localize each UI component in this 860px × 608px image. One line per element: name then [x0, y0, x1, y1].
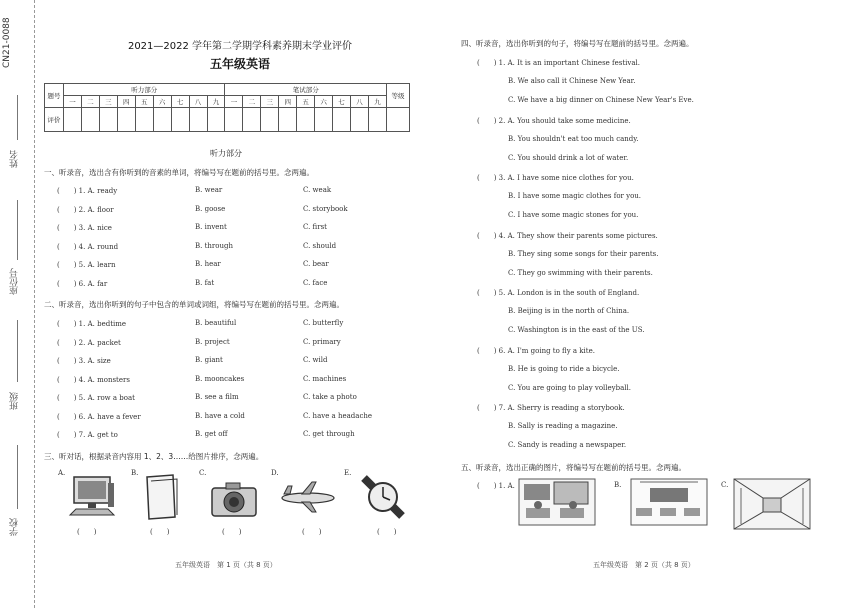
score-number-listen: 二	[81, 96, 99, 108]
score-cell[interactable]	[243, 108, 261, 132]
score-cell[interactable]	[351, 108, 369, 132]
q1-option-c: C. face	[303, 278, 328, 287]
q2-option-b: B. get off	[195, 430, 228, 438]
q2-option-c: C. take a photo	[303, 393, 357, 401]
q1-option-c: C. should	[303, 241, 337, 250]
score-number-listen: 八	[189, 96, 207, 108]
q1-option-b: B. through	[195, 241, 233, 250]
q4-instruction: 四、听录音，选出你听到的句子，将编号写在题前的括号里。念两遍。	[461, 39, 694, 48]
score-number-write: 八	[351, 96, 369, 108]
score-cell[interactable]	[171, 108, 189, 132]
q1-option-c: C. weak	[303, 186, 332, 194]
listening-group: 听力部分	[64, 84, 225, 96]
score-number-write: 七	[333, 96, 351, 108]
name-label: 姓名	[10, 150, 20, 168]
q5-b-letter: B.	[614, 481, 622, 489]
q1-option-num[interactable]: ( ) 5. A. learn	[57, 261, 116, 269]
score-cell[interactable]	[117, 108, 135, 132]
computer-icon	[68, 475, 116, 519]
q1-option-b: B. fat	[195, 278, 215, 287]
q2-option-b: B. project	[195, 337, 230, 346]
q4-sentence-b: B. You shouldn't eat too much candy.	[508, 134, 639, 143]
q1-option-num[interactable]: ( ) 3. A. nice	[57, 224, 112, 232]
pic-b-letter: B.	[131, 469, 139, 477]
score-number-write: 五	[297, 96, 315, 108]
page1-footer: 五年级英语 第 1 页（共 8 页）	[175, 561, 277, 569]
page2-footer: 五年级英语 第 2 页（共 8 页）	[593, 561, 695, 569]
q5-instruction: 五、听录音，选出正确的图片，将编号写在题前的括号里。念两遍。	[461, 463, 686, 472]
exam-subtitle: 五年级英语	[209, 57, 270, 71]
exam-code: CN21-0088	[2, 17, 12, 68]
class-label: 班级	[10, 392, 20, 410]
listening-heading: 听力部分	[210, 149, 242, 158]
q2-option-num[interactable]: ( ) 7. A. get to	[57, 431, 118, 439]
school-line	[17, 445, 18, 509]
score-cell[interactable]	[315, 108, 333, 132]
q2-option-num[interactable]: ( ) 3. A. size	[57, 357, 111, 365]
q1-option-b: B. wear	[195, 186, 223, 194]
q4-sentence-c: C. We have a big dinner on Chinese New Year's Eve.	[508, 96, 694, 104]
score-number-write: 九	[368, 96, 386, 108]
q4-sentence-b: B. Sally is reading a magazine.	[508, 422, 618, 430]
score-number-write: 一	[225, 96, 243, 108]
grade-cell[interactable]	[387, 108, 410, 132]
q4-sentence-b: B. I have some magic clothes for you.	[508, 192, 642, 200]
watch-icon	[358, 472, 408, 520]
q1-option-b: B. hear	[195, 260, 221, 268]
score-cell[interactable]	[225, 108, 243, 132]
q4-sentence-c: C. Washington is in the east of the US.	[508, 326, 645, 334]
q4-sentence-a[interactable]: ( ) 4. A. They show their parents some pictures.	[477, 231, 658, 240]
score-number-listen: 三	[99, 96, 117, 108]
score-number-write: 四	[279, 96, 297, 108]
q1-option-c: C. bear	[303, 260, 329, 268]
q1-option-c: C. first	[303, 223, 327, 231]
paren-d[interactable]: ( )	[302, 528, 322, 536]
q2-option-b: B. see a film	[195, 393, 239, 401]
score-number-write: 二	[243, 96, 261, 108]
score-cell[interactable]	[189, 108, 207, 132]
q1-option-c: C. storybook	[303, 204, 348, 213]
score-number-listen: 六	[153, 96, 171, 108]
q4-sentence-a[interactable]: ( ) 5. A. London is in the south of England.	[477, 289, 640, 297]
paren-c[interactable]: ( )	[222, 528, 242, 536]
score-number-write: 六	[315, 96, 333, 108]
grade-header: 等级	[387, 84, 410, 108]
paren-b[interactable]: ( )	[150, 528, 170, 536]
pic-d-letter: D.	[271, 469, 279, 477]
q4-sentence-a[interactable]: ( ) 3. A. I have some nice clothes for you.	[477, 174, 634, 182]
q2-option-b: B. have a cold	[195, 411, 245, 420]
q4-sentence-b: B. We also call it Chinese New Year.	[508, 77, 636, 85]
writing-group: 笔试部分	[225, 84, 387, 96]
q1-option-b: B. invent	[195, 223, 227, 231]
q4-sentence-a[interactable]: ( ) 7. A. Sherry is reading a storybook.	[477, 404, 625, 412]
score-table	[44, 83, 410, 132]
pic-c-letter: C.	[199, 469, 207, 477]
score-cell[interactable]	[261, 108, 279, 132]
hallway-picture-c	[733, 478, 811, 530]
q4-sentence-c: C. I have some magic stones for you.	[508, 211, 639, 219]
q2-option-b: B. giant	[195, 356, 223, 364]
q4-sentence-c: C. Sandy is reading a newspaper.	[508, 441, 627, 449]
score-cell[interactable]	[207, 108, 225, 132]
score-number-listen: 四	[117, 96, 135, 108]
q2-option-num[interactable]: ( ) 2. A. packet	[57, 338, 121, 347]
classroom-picture-b	[630, 478, 708, 526]
score-number-listen: 五	[135, 96, 153, 108]
pic-e-letter: E.	[344, 469, 352, 477]
q5-lead: ( ) 1. A.	[477, 482, 515, 490]
fold-line	[34, 0, 35, 608]
score-cell[interactable]	[333, 108, 351, 132]
q5-c-letter: C.	[721, 481, 729, 489]
evaluate-header: 评价	[45, 108, 64, 132]
q2-option-num[interactable]: ( ) 6. A. have a fever	[57, 412, 141, 421]
q2-option-c: C. primary	[303, 337, 341, 346]
score-cell[interactable]	[279, 108, 297, 132]
score-cell[interactable]	[153, 108, 171, 132]
q1-option-num[interactable]: ( ) 6. A. far	[57, 279, 108, 288]
q2-option-c: C. butterfly	[303, 319, 344, 327]
q2-option-c: C. machines	[303, 374, 347, 383]
q1-option-b: B. goose	[195, 204, 226, 213]
q4-sentence-c: C. You should drink a lot of water.	[508, 153, 629, 162]
exam-title: 2021—2022 学年第二学期学科素养期末学业评价	[127, 41, 353, 52]
score-cell[interactable]	[368, 108, 386, 132]
score-number-listen: 九	[207, 96, 225, 108]
pic-a-letter: A.	[58, 469, 66, 477]
paren-a[interactable]: ( )	[77, 528, 97, 536]
q1-option-num[interactable]: ( ) 1. A. ready	[57, 187, 118, 195]
q2-option-b: B. beautiful	[195, 319, 237, 327]
seat-label: 座位号	[10, 268, 20, 295]
q1-option-num[interactable]: ( ) 4. A. round	[57, 242, 119, 251]
q4-sentence-b: B. Beijing is in the north of China.	[508, 307, 630, 315]
q2-option-num[interactable]: ( ) 5. A. row a boat	[57, 394, 135, 402]
q2-option-c: C. have a headache	[303, 411, 373, 420]
q4-sentence-a[interactable]: ( ) 2. A. You should take some medicine.	[477, 116, 631, 125]
row-header: 题号	[45, 84, 64, 108]
q3-instruction: 三、听对话，根据录音内容用 1、2、3……给图片排序，念两遍。	[44, 452, 264, 461]
q2-option-c: C. wild	[303, 356, 328, 364]
paper-icon	[143, 473, 179, 521]
camera-icon	[210, 480, 258, 518]
score-cell[interactable]	[81, 108, 99, 132]
q4-sentence-a[interactable]: ( ) 6. A. I'm going to fly a kite.	[477, 346, 595, 355]
q2-instruction: 二、听录音，选出你听到的句子中包含的单词或词组，将编号写在题前的括号里。念两遍。	[44, 300, 344, 309]
score-number-write: 三	[261, 96, 279, 108]
q1-instruction: 一、听录音，选出含有你听到的音素的单词，将编号写在题前的括号里。念两遍。	[44, 168, 314, 177]
school-label: 学校	[10, 518, 20, 536]
q4-sentence-b: B. They sing some songs for their parents.	[508, 249, 659, 258]
score-cell[interactable]	[64, 108, 82, 132]
classroom-picture-a	[518, 478, 596, 526]
q1-option-num[interactable]: ( ) 2. A. floor	[57, 205, 114, 214]
score-cell[interactable]	[99, 108, 117, 132]
score-number-listen: 一	[64, 96, 82, 108]
score-number-listen: 七	[171, 96, 189, 108]
name-line	[17, 95, 18, 140]
q2-option-c: C. get through	[303, 430, 355, 438]
seat-line	[17, 200, 18, 260]
q2-option-num[interactable]: ( ) 4. A. monsters	[57, 375, 130, 384]
class-line	[17, 320, 18, 382]
binding-margin	[0, 0, 36, 608]
q4-sentence-b: B. He is going to ride a bicycle.	[508, 364, 620, 373]
q2-option-b: B. mooncakes	[195, 374, 245, 383]
q2-option-num[interactable]: ( ) 1. A. bedtime	[57, 320, 127, 328]
score-cell[interactable]	[297, 108, 315, 132]
q4-sentence-a[interactable]: ( ) 1. A. It is an important Chinese festival.	[477, 59, 640, 67]
airplane-icon	[280, 480, 336, 514]
q4-sentence-c: C. You are going to play volleyball.	[508, 383, 631, 392]
score-cell[interactable]	[135, 108, 153, 132]
q4-sentence-c: C. They go swimming with their parents.	[508, 268, 653, 277]
paren-e[interactable]: ( )	[377, 528, 397, 536]
